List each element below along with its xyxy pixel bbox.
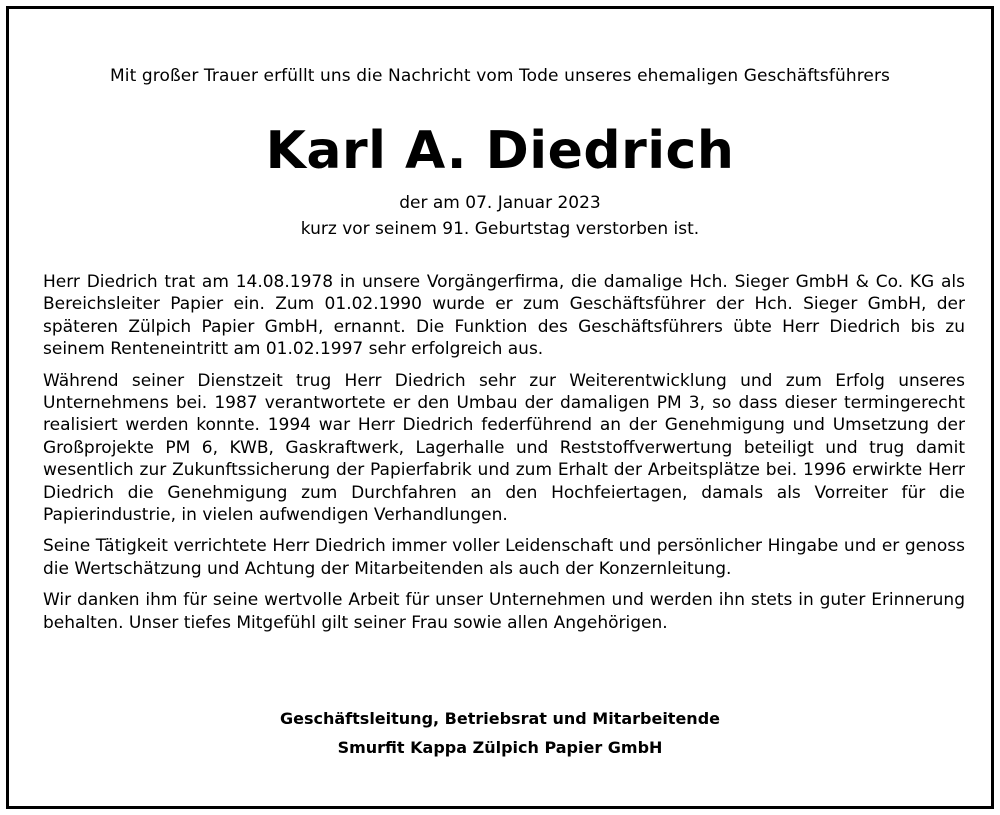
paragraph-thanks: Wir danken ihm für seine wertvolle Arbeit für unser Unternehmen und werden ihn stets in guter Erinnerung behalten. Unser tiefes Mitgefühl gilt seiner Frau sowie allen Angehörigen.	[43, 590, 965, 633]
paragraph-character: Seine Tätigkeit verrichtete Herr Diedrich immer voller Leidenschaft und persönlicher Hingabe und er genoss die Wertschätzung und Achtung der Mitarbeitenden als auch der Konzernleitung.	[43, 536, 965, 579]
paragraph-achievements: Während seiner Dienstzeit trug Herr Diedrich sehr zur Weiterentwicklung und zum Erfolg unseres Unternehmens bei. 1987 verantwortete er den Umbau der damaligen PM 3, so dass dieser termingerecht realisiert werden konnte. 1994 war Herr Diedrich federführend an der Genehmigung und Umsetzung der Großprojekte PM 6, KWB, Gaskraftwerk, Lagerhalle und Reststoffverwertung beteiligt und trug damit wesentlich zur Zukunftssicherung der Papierfabrik und zum Erhalt der Arbeitsplätze bei. 1996 erwirkte Herr Diedrich die Genehmigung zum Durchfahren an den Hochfeiertagen, damals als Vorreiter für die Papierindustrie, in vielen aufwendigen Verhandlungen.	[43, 370, 965, 526]
notice-body	[43, 271, 965, 643]
paragraph-career: Herr Diedrich trat am 14.08.1978 in unsere Vorgängerfirma, die damalige Hch. Sieger GmbH & Co. KG als Bereichsleiter Papier ein. Zum 01.02.1990 wurde er zum Geschäftsführer der Hch. Sieger GmbH, der späteren Zülpich Papier GmbH, ernannt. Die Funktion des Geschäftsführers übte Herr Diedrich bis zu seinem Renteneintritt am 01.02.1997 sehr erfolgreich aus.	[43, 272, 965, 360]
obituary-notice	[6, 6, 994, 809]
intro-text: Mit großer Trauer erfüllt uns die Nachricht vom Tode unseres ehemaligen Geschäftsführers	[109, 66, 891, 86]
death-date-line: der am 07. Januar 2023	[399, 193, 601, 213]
deceased-name: Karl A. Diedrich	[265, 121, 735, 181]
signature-company: Smurfit Kappa Zülpich Papier GmbH	[337, 738, 663, 757]
signature-management: Geschäftsleitung, Betriebsrat und Mitarbeitende	[280, 709, 720, 728]
birthday-line: kurz vor seinem 91. Geburtstag verstorben ist.	[300, 219, 700, 239]
